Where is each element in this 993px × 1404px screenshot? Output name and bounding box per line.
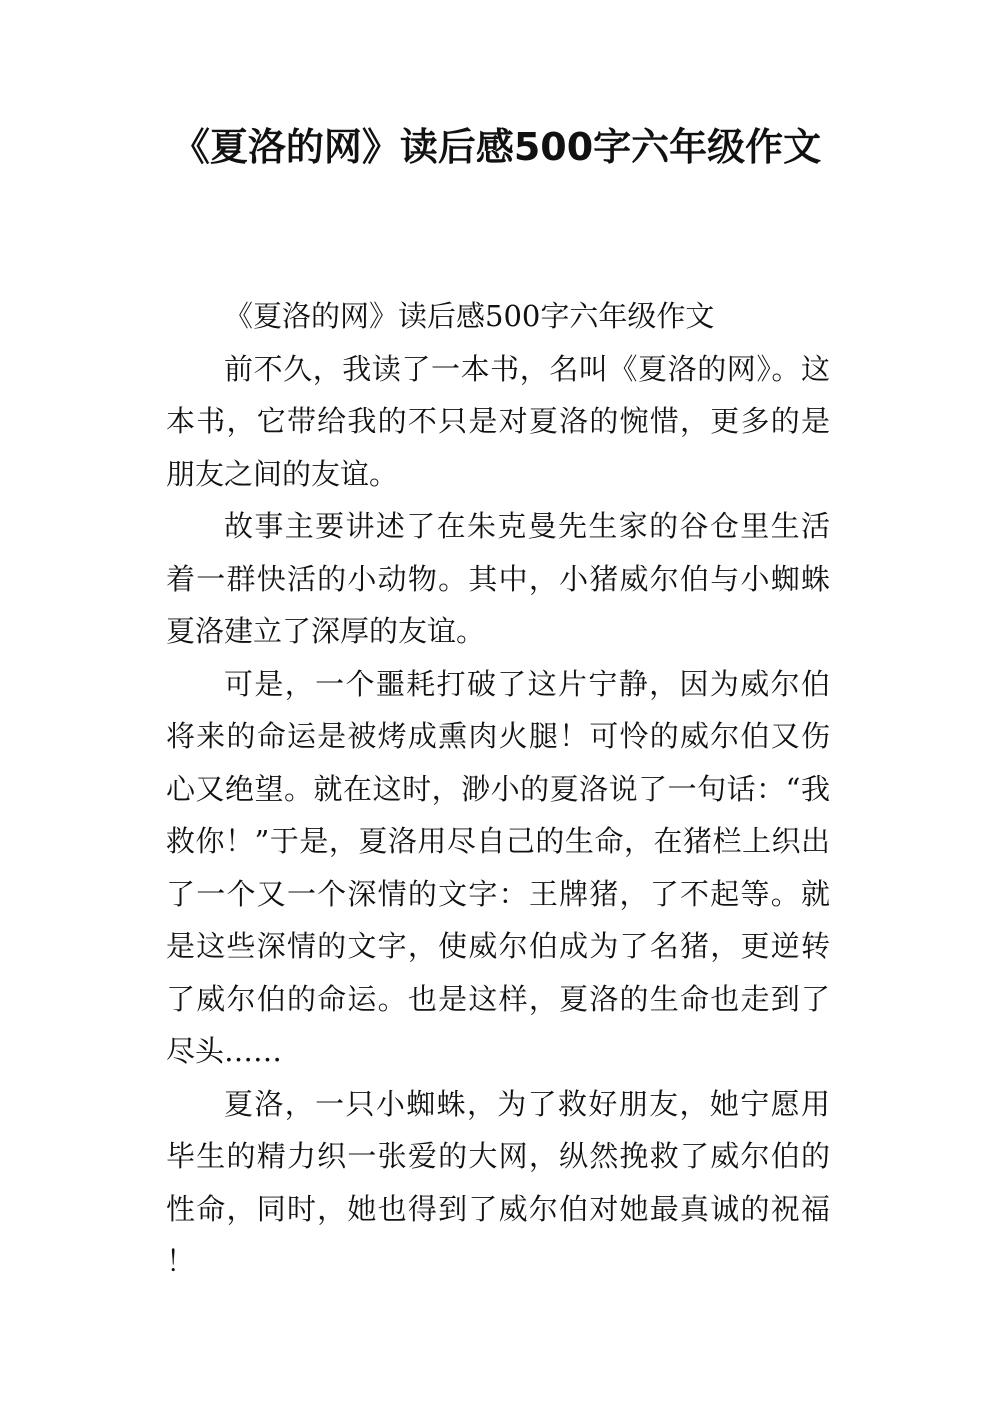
paragraph-conclusion: 夏洛，一只小蜘蛛，为了救好朋友，她宁愿用毕生的精力织一张爱的大网，纵然挽救了威尔伯的性命，同时，她也得到了威尔伯对她最真诚的祝福！ [166, 1086, 830, 1278]
document-title: 《夏洛的网》读后感500字六年级作文 [171, 125, 822, 169]
paragraph-subtitle: 《夏洛的网》读后感500字六年级作文 [224, 299, 715, 333]
document-body [166, 290, 830, 1288]
paragraph-intro: 前不久，我读了一本书，名叫《夏洛的网》。这本书，它带给我的不只是对夏洛的惋惜，更多的是朋友之间的友谊。 [166, 351, 830, 491]
paragraph-story: 故事主要讲述了在朱克曼先生家的谷仓里生活着一群快活的小动物。其中，小猪威尔伯与小蜘蛛夏洛建立了深厚的友谊。 [166, 509, 830, 648]
paragraph-turn: 可是，一个噩耗打破了这片宁静，因为威尔伯将来的命运是被烤成熏肉火腿！可怜的威尔伯又伤心又绝望。就在这时，渺小的夏洛说了一句话：“我救你！”于是，夏洛用尽自己的生命，在猪栏上织出了一个又一个深情的文字：王牌猪，了不起等。就是这些深情的文字，使威尔伯成为了名猪，更逆转了威尔伯的命运。也是这样，夏洛的生命也走到了尽头…… [166, 666, 830, 1068]
